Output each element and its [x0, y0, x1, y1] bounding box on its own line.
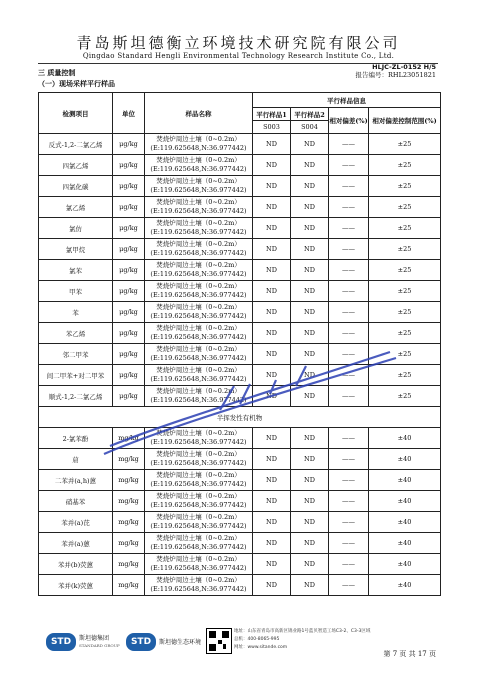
limit-cell: ±25 — [369, 281, 441, 302]
table-row — [39, 554, 441, 575]
sample-cell — [145, 239, 253, 260]
sample-name: 焚烧炉周边土壤（0~0.2m） — [156, 219, 241, 227]
p2-cell: ND — [291, 554, 329, 575]
p2-cell: ND — [291, 260, 329, 281]
rd-cell: —— — [329, 323, 369, 344]
table-row — [39, 260, 441, 281]
rd-cell: —— — [329, 470, 369, 491]
limit-cell: ±40 — [369, 491, 441, 512]
rd-cell: —— — [329, 260, 369, 281]
table-row — [39, 197, 441, 218]
rd-cell: —— — [329, 344, 369, 365]
item-cell: 苯并(k)荧蒽 — [39, 575, 113, 596]
sample-cell — [145, 344, 253, 365]
group-row-semi-volatile: 半挥发性有机物 — [39, 407, 441, 428]
p1-cell: ND — [253, 533, 291, 554]
item-cell: 苯乙烯 — [39, 323, 113, 344]
unit-cell: μg/kg — [113, 239, 145, 260]
item-cell: 邻二甲苯 — [39, 344, 113, 365]
limit-cell: ±25 — [369, 197, 441, 218]
p1-cell: ND — [253, 302, 291, 323]
sample-name: 焚烧炉周边土壤（0~0.2m） — [156, 534, 241, 542]
table-row — [39, 428, 441, 449]
sample-coordinates: (E:119.625648,N:36.977442) — [150, 186, 247, 194]
p2-cell: ND — [291, 575, 329, 596]
unit-cell: μg/kg — [113, 134, 145, 155]
item-cell: 苯并(a)芘 — [39, 512, 113, 533]
rd-cell: —— — [329, 281, 369, 302]
col-rd-header: 相对偏差(%) — [329, 108, 369, 134]
sample-cell — [145, 470, 253, 491]
rd-cell: —— — [329, 218, 369, 239]
rd-cell: —— — [329, 197, 369, 218]
limit-cell: ±40 — [369, 512, 441, 533]
item-cell: 反式-1,2-二氯乙烯 — [39, 134, 113, 155]
col-group-header: 平行样品信息 — [253, 93, 441, 108]
unit-cell: μg/kg — [113, 197, 145, 218]
unit-cell: mg/kg — [113, 470, 145, 491]
sample-cell — [145, 533, 253, 554]
p2-cell: ND — [291, 365, 329, 386]
sample-coordinates: (E:119.625648,N:36.977442) — [150, 543, 247, 551]
sample-coordinates: (E:119.625648,N:36.977442) — [150, 228, 247, 236]
table-row — [39, 323, 441, 344]
sample-name: 焚烧炉周边土壤（0~0.2m） — [156, 513, 241, 521]
sample-name: 焚烧炉周边土壤（0~0.2m） — [156, 135, 241, 143]
sample-coordinates: (E:119.625648,N:36.977442) — [150, 396, 247, 404]
sample-coordinates: (E:119.625648,N:36.977442) — [150, 207, 247, 215]
table-row — [39, 386, 441, 407]
limit-cell: ±25 — [369, 155, 441, 176]
unit-cell: μg/kg — [113, 344, 145, 365]
p2-cell: ND — [291, 323, 329, 344]
p1-cell: ND — [253, 386, 291, 407]
sample-coordinates: (E:119.625648,N:36.977442) — [150, 501, 247, 509]
p1-cell: ND — [253, 134, 291, 155]
sample-cell — [145, 386, 253, 407]
table-row — [39, 491, 441, 512]
sample-cell — [145, 575, 253, 596]
sample-name: 焚烧炉周边土壤（0~0.2m） — [156, 492, 241, 500]
sample-id-p2: S004 — [291, 121, 329, 134]
limit-cell: ±25 — [369, 176, 441, 197]
p2-cell: ND — [291, 197, 329, 218]
sample-coordinates: (E:119.625648,N:36.977442) — [150, 480, 247, 488]
p1-cell: ND — [253, 239, 291, 260]
sample-name: 焚烧炉周边土壤（0~0.2m） — [156, 198, 241, 206]
table-row — [39, 344, 441, 365]
sample-cell — [145, 197, 253, 218]
unit-cell: μg/kg — [113, 302, 145, 323]
p2-cell: ND — [291, 176, 329, 197]
limit-cell: ±25 — [369, 323, 441, 344]
p2-cell: ND — [291, 218, 329, 239]
company-name-en: Qingdao Standard Hengli Environmental Technology Research Institute Co., Ltd. — [82, 52, 395, 60]
table-row — [39, 134, 441, 155]
p1-cell: ND — [253, 218, 291, 239]
item-cell: 甲苯 — [39, 281, 113, 302]
footer — [38, 628, 442, 658]
sample-cell — [145, 176, 253, 197]
address-text: 地址：山东省青岛市高新区锦业路1号蓝贝智造工场C3-2、C3-3区域 — [234, 629, 371, 634]
limit-cell: ±25 — [369, 218, 441, 239]
unit-cell: μg/kg — [113, 386, 145, 407]
phone-text: 总机：400-8065-995 — [234, 637, 280, 642]
limit-cell: ±25 — [369, 365, 441, 386]
p2-cell: ND — [291, 344, 329, 365]
rd-cell: —— — [329, 428, 369, 449]
sample-name: 焚烧炉周边土壤（0~0.2m） — [156, 387, 241, 395]
p2-cell: ND — [291, 239, 329, 260]
item-cell: 氯甲烷 — [39, 239, 113, 260]
unit-cell: μg/kg — [113, 155, 145, 176]
sample-name: 焚烧炉周边土壤（0~0.2m） — [156, 471, 241, 479]
document-code: HLJC-ZL-0152 H/5 — [372, 63, 436, 71]
table-row — [39, 302, 441, 323]
rd-cell: —— — [329, 575, 369, 596]
p2-cell: ND — [291, 302, 329, 323]
sample-cell — [145, 134, 253, 155]
unit-cell: mg/kg — [113, 533, 145, 554]
unit-cell: μg/kg — [113, 260, 145, 281]
sample-coordinates: (E:119.625648,N:36.977442) — [150, 375, 247, 383]
sample-cell — [145, 365, 253, 386]
p1-cell: ND — [253, 449, 291, 470]
p1-cell: ND — [253, 575, 291, 596]
sample-name: 焚烧炉周边土壤（0~0.2m） — [156, 261, 241, 269]
item-cell: 苯并(a)蒽 — [39, 533, 113, 554]
limit-cell: ±40 — [369, 554, 441, 575]
contact-info — [234, 628, 370, 652]
sample-cell — [145, 155, 253, 176]
p2-cell: ND — [291, 533, 329, 554]
p1-cell: ND — [253, 155, 291, 176]
std-logo-mark: STD — [46, 633, 76, 651]
section-title: 三 质量控制 — [38, 68, 76, 77]
col-p2-header: 平行样品2 — [291, 108, 329, 121]
logo1-sub: STANDARD GROUP — [79, 643, 120, 648]
unit-cell: μg/kg — [113, 218, 145, 239]
unit-cell: mg/kg — [113, 512, 145, 533]
sample-coordinates: (E:119.625648,N:36.977442) — [150, 249, 247, 257]
unit-cell: μg/kg — [113, 365, 145, 386]
p2-cell: ND — [291, 281, 329, 302]
limit-cell: ±40 — [369, 533, 441, 554]
sample-cell — [145, 218, 253, 239]
parallel-sample-table — [38, 92, 441, 596]
item-cell: 四氯乙烯 — [39, 155, 113, 176]
sample-coordinates: (E:119.625648,N:36.977442) — [150, 291, 247, 299]
table-row — [39, 281, 441, 302]
p1-cell: ND — [253, 260, 291, 281]
unit-cell: mg/kg — [113, 428, 145, 449]
sample-coordinates: (E:119.625648,N:36.977442) — [150, 354, 247, 362]
sample-coordinates: (E:119.625648,N:36.977442) — [150, 312, 247, 320]
standard-eco-logo — [126, 632, 201, 652]
sample-name: 焚烧炉周边土壤（0~0.2m） — [156, 177, 241, 185]
table-row — [39, 575, 441, 596]
table-row — [39, 470, 441, 491]
sample-cell — [145, 323, 253, 344]
item-cell: 硝基苯 — [39, 491, 113, 512]
sample-name: 焚烧炉周边土壤（0~0.2m） — [156, 156, 241, 164]
limit-cell: ±40 — [369, 470, 441, 491]
sample-cell — [145, 491, 253, 512]
p2-cell: ND — [291, 428, 329, 449]
sample-cell — [145, 428, 253, 449]
unit-cell: μg/kg — [113, 281, 145, 302]
limit-cell: ±25 — [369, 386, 441, 407]
item-cell: 氯乙烯 — [39, 197, 113, 218]
rd-cell: —— — [329, 491, 369, 512]
sample-coordinates: (E:119.625648,N:36.977442) — [150, 585, 247, 593]
p1-cell: ND — [253, 197, 291, 218]
sample-coordinates: (E:119.625648,N:36.977442) — [150, 522, 247, 530]
sample-name: 焚烧炉周边土壤（0~0.2m） — [156, 303, 241, 311]
table-row — [39, 512, 441, 533]
table-row — [39, 449, 441, 470]
sample-coordinates: (E:119.625648,N:36.977442) — [150, 144, 247, 152]
rd-cell: —— — [329, 386, 369, 407]
sample-coordinates: (E:119.625648,N:36.977442) — [150, 459, 247, 467]
item-cell: 氯苯 — [39, 260, 113, 281]
limit-cell: ±40 — [369, 449, 441, 470]
sample-name: 焚烧炉周边土壤（0~0.2m） — [156, 282, 241, 290]
unit-cell: mg/kg — [113, 491, 145, 512]
sample-coordinates: (E:119.625648,N:36.977442) — [150, 270, 247, 278]
company-name-cn: 青岛斯坦德衡立环境技术研究院有限公司 — [76, 34, 401, 52]
sample-name: 焚烧炉周边土壤（0~0.2m） — [156, 576, 241, 584]
rd-cell: —— — [329, 302, 369, 323]
p1-cell: ND — [253, 491, 291, 512]
sample-coordinates: (E:119.625648,N:36.977442) — [150, 438, 247, 446]
rd-cell: —— — [329, 533, 369, 554]
item-cell: 2-氯苯酚 — [39, 428, 113, 449]
limit-cell: ±40 — [369, 428, 441, 449]
std-logo-mark-2: STD — [126, 633, 156, 651]
rd-cell: —— — [329, 449, 369, 470]
sample-cell — [145, 260, 253, 281]
table-row — [39, 533, 441, 554]
item-cell: 顺式-1,2-二氯乙烯 — [39, 386, 113, 407]
limit-cell: ±40 — [369, 575, 441, 596]
table-row — [39, 176, 441, 197]
sample-name: 焚烧炉周边土壤（0~0.2m） — [156, 240, 241, 248]
p2-cell: ND — [291, 155, 329, 176]
report-number: 报告编号：RHL23051821 — [355, 71, 436, 79]
table-row — [39, 155, 441, 176]
logo1-name: 斯坦德集团 — [79, 635, 110, 642]
col-limit-header: 相对偏差控制范围(%) — [369, 108, 441, 134]
rd-cell: —— — [329, 554, 369, 575]
p1-cell: ND — [253, 512, 291, 533]
sample-name: 焚烧炉周边土壤（0~0.2m） — [156, 450, 241, 458]
sample-name: 焚烧炉周边土壤（0~0.2m） — [156, 366, 241, 374]
p2-cell: ND — [291, 449, 329, 470]
table-row — [39, 239, 441, 260]
table-row — [39, 218, 441, 239]
limit-cell: ±25 — [369, 134, 441, 155]
limit-cell: ±25 — [369, 344, 441, 365]
rd-cell: —— — [329, 365, 369, 386]
limit-cell: ±25 — [369, 260, 441, 281]
subsection-title: （一）现场采样平行样品 — [38, 79, 115, 88]
p2-cell: ND — [291, 512, 329, 533]
p2-cell: ND — [291, 134, 329, 155]
item-cell: 氯仿 — [39, 218, 113, 239]
item-cell: 二苯并(a,h)蒽 — [39, 470, 113, 491]
sample-cell — [145, 512, 253, 533]
p2-cell: ND — [291, 386, 329, 407]
item-cell: 间二甲苯+对二甲苯 — [39, 365, 113, 386]
limit-cell: ±25 — [369, 302, 441, 323]
sample-coordinates: (E:119.625648,N:36.977442) — [150, 333, 247, 341]
p1-cell: ND — [253, 323, 291, 344]
sample-name: 焚烧炉周边土壤（0~0.2m） — [156, 324, 241, 332]
p1-cell: ND — [253, 428, 291, 449]
standard-group-logo — [46, 632, 120, 652]
item-cell: 䓛 — [39, 449, 113, 470]
item-cell: 苯 — [39, 302, 113, 323]
sample-name: 焚烧炉周边土壤（0~0.2m） — [156, 345, 241, 353]
sample-coordinates: (E:119.625648,N:36.977442) — [150, 165, 247, 173]
limit-cell: ±25 — [369, 239, 441, 260]
rd-cell: —— — [329, 134, 369, 155]
rd-cell: —— — [329, 155, 369, 176]
sample-cell — [145, 449, 253, 470]
col-item-header: 检测项目 — [39, 93, 113, 134]
p2-cell: ND — [291, 491, 329, 512]
unit-cell: mg/kg — [113, 575, 145, 596]
unit-cell: μg/kg — [113, 323, 145, 344]
sample-cell — [145, 302, 253, 323]
qr-code-icon — [206, 628, 232, 654]
p1-cell: ND — [253, 365, 291, 386]
rd-cell: —— — [329, 512, 369, 533]
rd-cell: —— — [329, 176, 369, 197]
unit-cell: mg/kg — [113, 554, 145, 575]
sample-id-p1: S003 — [253, 121, 291, 134]
p1-cell: ND — [253, 470, 291, 491]
col-p1-header: 平行样品1 — [253, 108, 291, 121]
website-text: 网址：www.sitande.com — [234, 645, 288, 650]
unit-cell: μg/kg — [113, 176, 145, 197]
p2-cell: ND — [291, 470, 329, 491]
unit-cell: mg/kg — [113, 449, 145, 470]
sample-name: 焚烧炉周边土壤（0~0.2m） — [156, 555, 241, 563]
item-cell: 苯并(b)荧蒽 — [39, 554, 113, 575]
sample-coordinates: (E:119.625648,N:36.977442) — [150, 564, 247, 572]
page-number: 第 7 页 共 17 页 — [383, 650, 436, 658]
p1-cell: ND — [253, 176, 291, 197]
table-row — [39, 365, 441, 386]
col-sample-header: 样品名称 — [145, 93, 253, 134]
sample-cell — [145, 281, 253, 302]
col-unit-header: 单位 — [113, 93, 145, 134]
sample-name: 焚烧炉周边土壤（0~0.2m） — [156, 429, 241, 437]
item-cell: 四氯化碳 — [39, 176, 113, 197]
p1-cell: ND — [253, 344, 291, 365]
p1-cell: ND — [253, 281, 291, 302]
sample-cell — [145, 554, 253, 575]
logo2-name: 斯坦德生态环境 — [159, 638, 202, 646]
rd-cell: —— — [329, 239, 369, 260]
p1-cell: ND — [253, 554, 291, 575]
